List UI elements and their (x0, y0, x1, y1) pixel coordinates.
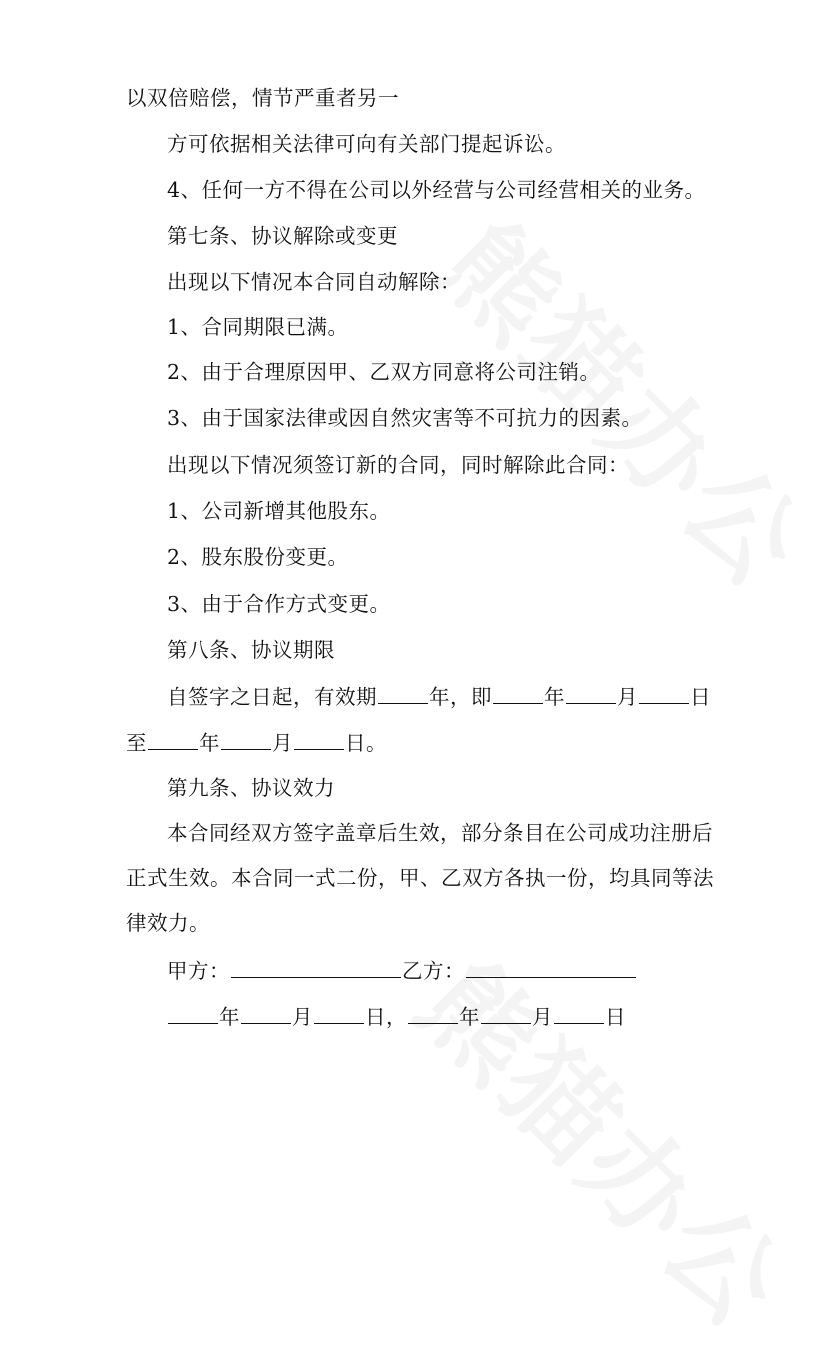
party-a-label: 甲方： (167, 959, 230, 983)
party-b-signature-field[interactable] (466, 956, 636, 978)
list-item: 3、由于合作方式变更。 (167, 592, 391, 616)
term-text: 年 (544, 685, 565, 709)
blank-field[interactable] (294, 728, 344, 750)
term-text: 月 (272, 731, 293, 755)
blank-field[interactable] (241, 1002, 291, 1024)
date-text: 日， (365, 1005, 407, 1029)
signature-date-line (167, 1002, 626, 1031)
text-line: 本合同经双方签字盖章后生效，部分条目在公司成功注册后 (167, 821, 713, 845)
list-item: 1、合同期限已满。 (167, 315, 349, 339)
date-text: 日 (605, 1005, 626, 1029)
term-text: 至 (126, 731, 147, 755)
blank-field[interactable] (554, 1002, 604, 1024)
party-b-label: 乙方： (402, 959, 465, 983)
term-line (126, 728, 387, 757)
term-text: 日 (690, 685, 711, 709)
text-line: 4、任何一方不得在公司以外经营与公司经营相关的业务。 (167, 178, 706, 202)
date-text: 年 (459, 1005, 480, 1029)
date-text: 年 (219, 1005, 240, 1029)
term-text: 年 (199, 731, 220, 755)
date-text: 月 (532, 1005, 553, 1029)
blank-field[interactable] (148, 728, 198, 750)
term-text: 日。 (345, 731, 387, 755)
blank-field[interactable] (408, 1002, 458, 1024)
text-line: 出现以下情况本合同自动解除： (167, 270, 461, 294)
blank-field[interactable] (378, 682, 428, 704)
text-line: 以双倍赔偿，情节严重者另一 (126, 86, 399, 110)
blank-field[interactable] (639, 682, 689, 704)
watermark (411, 182, 830, 616)
blank-field[interactable] (168, 1002, 218, 1024)
term-text: 月 (617, 685, 638, 709)
text-line: 律效力。 (126, 911, 210, 935)
section-heading: 第七条、协议解除或变更 (167, 224, 398, 248)
section-heading: 第八条、协议期限 (167, 638, 335, 662)
party-a-signature-field[interactable] (231, 956, 401, 978)
list-item: 2、由于合理原因甲、乙双方同意将公司注销。 (167, 360, 601, 384)
text-line: 正式生效。本合同一式二份，甲、乙双方各执一份，均具同等法 (126, 866, 714, 890)
blank-field[interactable] (493, 682, 543, 704)
text-line: 出现以下情况须签订新的合同，同时解除此合同： (167, 453, 629, 477)
term-prefix: 自签字之日起，有效期 (167, 685, 377, 709)
list-item: 2、股东股份变更。 (167, 545, 349, 569)
term-line (167, 682, 711, 711)
text-line: 方可依据相关法律可向有关部门提起诉讼。 (167, 132, 566, 156)
blank-field[interactable] (566, 682, 616, 704)
list-item: 1、公司新增其他股东。 (167, 499, 391, 523)
section-heading: 第九条、协议效力 (167, 776, 335, 800)
blank-field[interactable] (221, 728, 271, 750)
blank-field[interactable] (481, 1002, 531, 1024)
term-text: 年，即 (429, 685, 492, 709)
blank-field[interactable] (314, 1002, 364, 1024)
signature-line (167, 956, 637, 985)
list-item: 3、由于国家法律或因自然灾害等不可抗力的因素。 (167, 406, 643, 430)
watermark (391, 922, 825, 1356)
date-text: 月 (292, 1005, 313, 1029)
